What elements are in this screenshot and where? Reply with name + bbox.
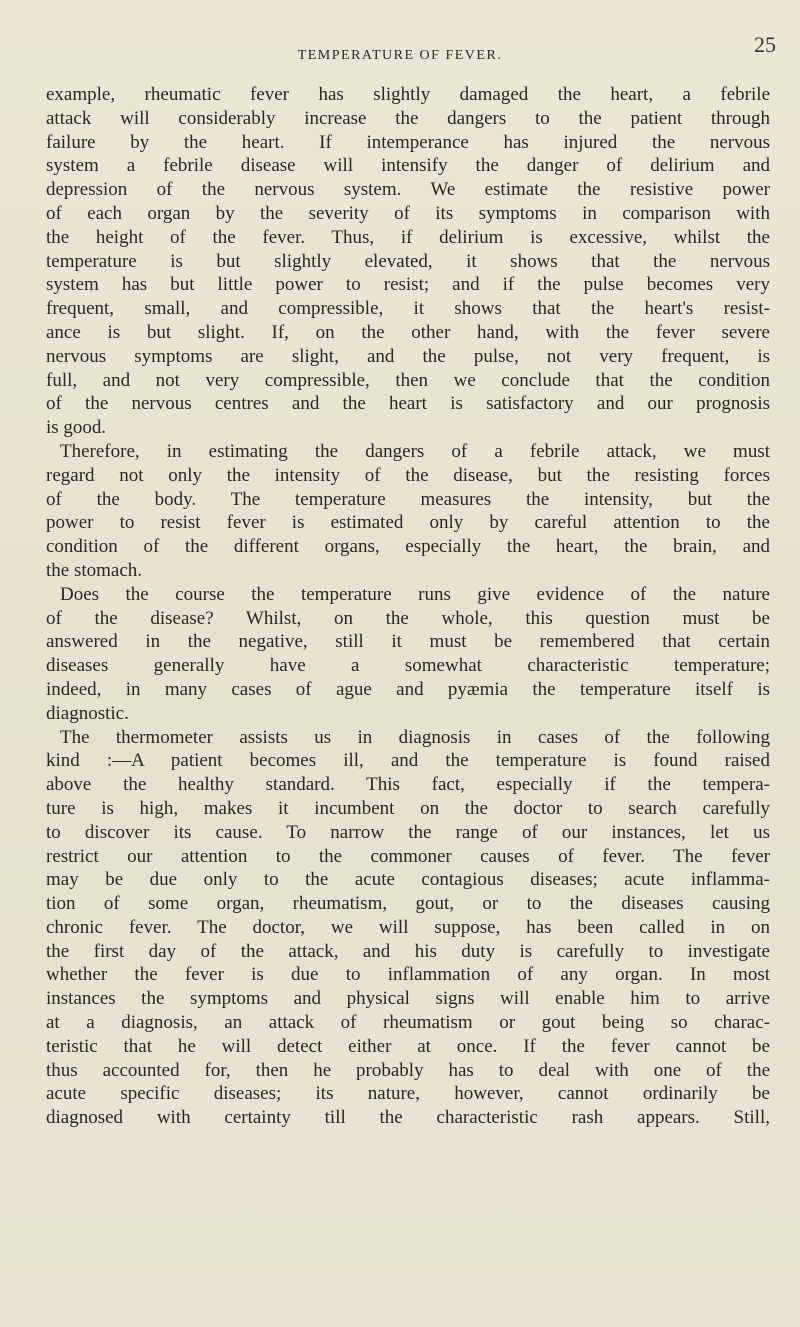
text-line: of the body. The temperature measures the intensity, but the bbox=[46, 488, 770, 510]
text-line: of the disease? Whilst, on the whole, this question must be bbox=[46, 607, 770, 629]
text-line: diagnosed with certainty till the characteristic rash appears. Still, bbox=[46, 1107, 770, 1129]
text-line: failure by the heart. If intemperance has injured the nervous bbox=[46, 131, 770, 153]
text-line: system has but little power to resist; and if the pulse becomes very bbox=[46, 274, 770, 296]
text-line: chronic fever. The doctor, we will suppose, has been called in on bbox=[46, 916, 770, 938]
running-title: TEMPERATURE OF FEVER. bbox=[297, 48, 503, 63]
text-line: kind :—A patient becomes ill, and the temperature is found raised bbox=[46, 750, 770, 772]
text-line: Does the course the temperature runs give evidence of the nature bbox=[60, 583, 770, 605]
text-line: diagnostic. bbox=[46, 702, 129, 724]
text-line: thus accounted for, then he probably has to deal with one of the bbox=[46, 1059, 770, 1081]
text-line: teristic that he will detect either at once. If the fever cannot be bbox=[46, 1035, 770, 1057]
text-line: acute specific diseases; its nature, however, cannot ordinarily be bbox=[46, 1083, 770, 1105]
text-line: of the nervous centres and the heart is satisfactory and our prognosis bbox=[46, 393, 770, 415]
text-line: frequent, small, and compressible, it shows that the heart's resist- bbox=[46, 298, 770, 320]
text-line: diseases generally have a somewhat characteristic temperature; bbox=[46, 655, 770, 677]
text-line: whether the fever is due to inflammation of any organ. In most bbox=[46, 964, 770, 986]
text-line: The thermometer assists us in diagnosis in cases of the following bbox=[60, 726, 770, 748]
text-line: Therefore, in estimating the dangers of a febrile attack, we must bbox=[60, 440, 770, 462]
text-line: the height of the fever. Thus, if delirium is excessive, whilst the bbox=[46, 226, 770, 248]
text-line: above the healthy standard. This fact, especially if the tempera- bbox=[46, 774, 770, 796]
text-line: the stomach. bbox=[46, 559, 143, 581]
text-line: condition of the different organs, especially the heart, the brain, and bbox=[46, 536, 770, 558]
text-line: is good. bbox=[46, 417, 107, 439]
text-line: temperature is but slightly elevated, it shows that the nervous bbox=[46, 250, 770, 272]
text-line: to discover its cause. To narrow the range of our instances, let us bbox=[46, 821, 770, 843]
text-line: system a febrile disease will intensify the danger of delirium and bbox=[46, 155, 770, 177]
text-line: of each organ by the severity of its symptoms in comparison with bbox=[46, 202, 770, 224]
body-text bbox=[46, 83, 770, 1130]
text-line: may be due only to the acute contagious diseases; acute inflamma- bbox=[46, 869, 770, 891]
page-number: 25 bbox=[754, 32, 776, 57]
text-line: depression of the nervous system. We estimate the resistive power bbox=[46, 179, 770, 201]
text-line: instances the symptoms and physical signs will enable him to arrive bbox=[46, 988, 770, 1010]
text-line: ture is high, makes it incumbent on the doctor to search carefully bbox=[46, 797, 770, 819]
text-line: attack will considerably increase the dangers to the patient through bbox=[46, 107, 770, 129]
text-line: nervous symptoms are slight, and the pulse, not very frequent, is bbox=[46, 345, 770, 367]
text-line: restrict our attention to the commoner causes of fever. The fever bbox=[46, 845, 770, 867]
text-line: example, rheumatic fever has slightly damaged the heart, a febrile bbox=[46, 84, 770, 105]
text-line: ance is but slight. If, on the other hand, with the fever severe bbox=[46, 321, 770, 343]
running-head bbox=[0, 32, 800, 66]
text-line: tion of some organ, rheumatism, gout, or to the diseases causing bbox=[46, 893, 770, 915]
text-line: the first day of the attack, and his duty is carefully to investigate bbox=[46, 940, 770, 962]
text-line: answered in the negative, still it must be remembered that certain bbox=[46, 631, 770, 653]
text-line: regard not only the intensity of the disease, but the resisting forces bbox=[46, 464, 770, 486]
text-line: full, and not very compressible, then we conclude that the condition bbox=[46, 369, 770, 391]
text-line: indeed, in many cases of ague and pyæmia the temperature itself is bbox=[46, 678, 770, 700]
text-line: at a diagnosis, an attack of rheumatism or gout being so charac- bbox=[46, 1012, 770, 1034]
text-line: power to resist fever is estimated only by careful attention to the bbox=[46, 512, 770, 534]
